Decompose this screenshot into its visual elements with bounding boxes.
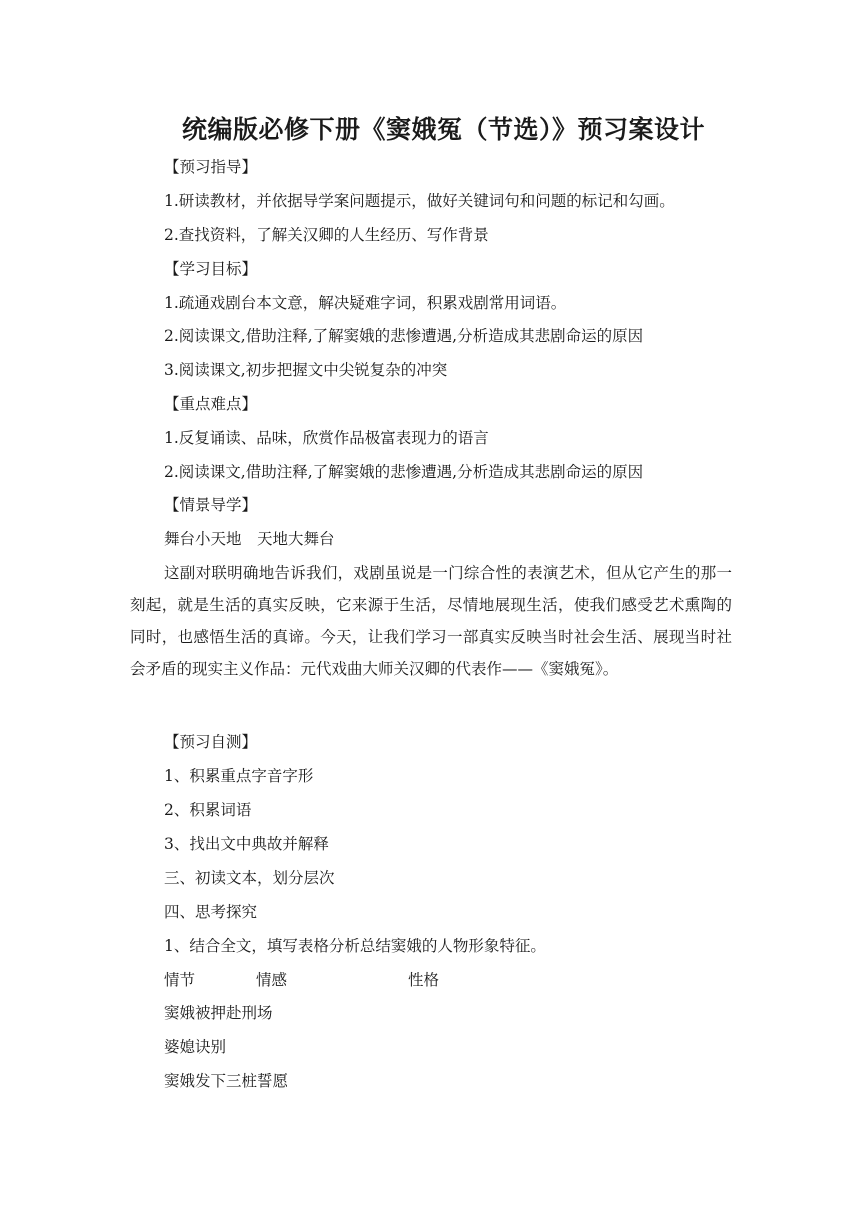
scenario-couplet: 舞台小天地 天地大舞台 xyxy=(164,530,335,548)
self-test-item-1: 1、积累重点字音字形 xyxy=(164,767,314,785)
table-row-2: 婆媳诀别 xyxy=(164,1038,227,1056)
learning-goals-heading: 【学习目标】 xyxy=(164,260,258,278)
learning-goal-1: 1.疏通戏剧台本文意，解决疑难字词，积累戏剧常用词语。 xyxy=(164,294,567,312)
preview-guide-item-1: 1.研读教材，并依据导学案问题提示，做好关键词句和问题的标记和勾画。 xyxy=(164,192,675,210)
table-row-1: 窦娥被押赴刑场 xyxy=(164,1004,273,1022)
learning-goal-3: 3.阅读课文,初步把握文中尖锐复杂的冲突 xyxy=(164,361,448,379)
self-test-item-3: 3、找出文中典故并解释 xyxy=(164,835,329,853)
key-point-1: 1.反复诵读、品味，欣赏作品极富表现力的语言 xyxy=(164,429,489,447)
table-header-row xyxy=(164,970,439,990)
column-header-plot: 情节 xyxy=(164,971,196,989)
table-row-3: 窦娥发下三桩誓愿 xyxy=(164,1072,289,1090)
column-header-character: 性格 xyxy=(408,971,440,989)
section-4-task: 1、结合全文，填写表格分析总结窦娥的人物形象特征。 xyxy=(164,937,546,955)
scenario-heading: 【情景导学】 xyxy=(164,496,258,514)
self-test-item-2: 2、积累词语 xyxy=(164,801,252,819)
preview-guide-heading: 【预习指导】 xyxy=(164,158,258,176)
key-points-heading: 【重点难点】 xyxy=(164,395,258,413)
column-header-emotion: 情感 xyxy=(256,971,288,989)
section-4-heading: 四、思考探究 xyxy=(164,903,258,921)
key-point-2: 2.阅读课文,借助注释,了解窦娥的悲惨遭遇,分析造成其悲剧命运的原因 xyxy=(164,463,644,481)
preview-guide-item-2: 2.查找资料，了解关汉卿的人生经历、写作背景 xyxy=(164,226,489,244)
scenario-paragraph: 这副对联明确地告诉我们，戏剧虽说是一门综合性的表演艺术，但从它产生的那一刻起，就是生活的真实反映，它来源于生活，尽情地展现生活，使我们感受艺术熏陶的同时，也感悟生活的真谛。今天，让我们学习一部真实反映当时社会生活、展现当时社会矛盾的现实主义作品：元代戏曲大师关汉卿的代表作——《窦娥冤》。 xyxy=(130,564,732,678)
self-test-heading: 【预习自测】 xyxy=(164,733,258,751)
document-title: 统编版必修下册《窦娥冤（节选）》预习案设计 xyxy=(182,115,706,144)
learning-goal-2: 2.阅读课文,借助注释,了解窦娥的悲惨遭遇,分析造成其悲剧命运的原因 xyxy=(164,327,644,345)
section-3-heading: 三、初读文本，划分层次 xyxy=(164,869,335,887)
